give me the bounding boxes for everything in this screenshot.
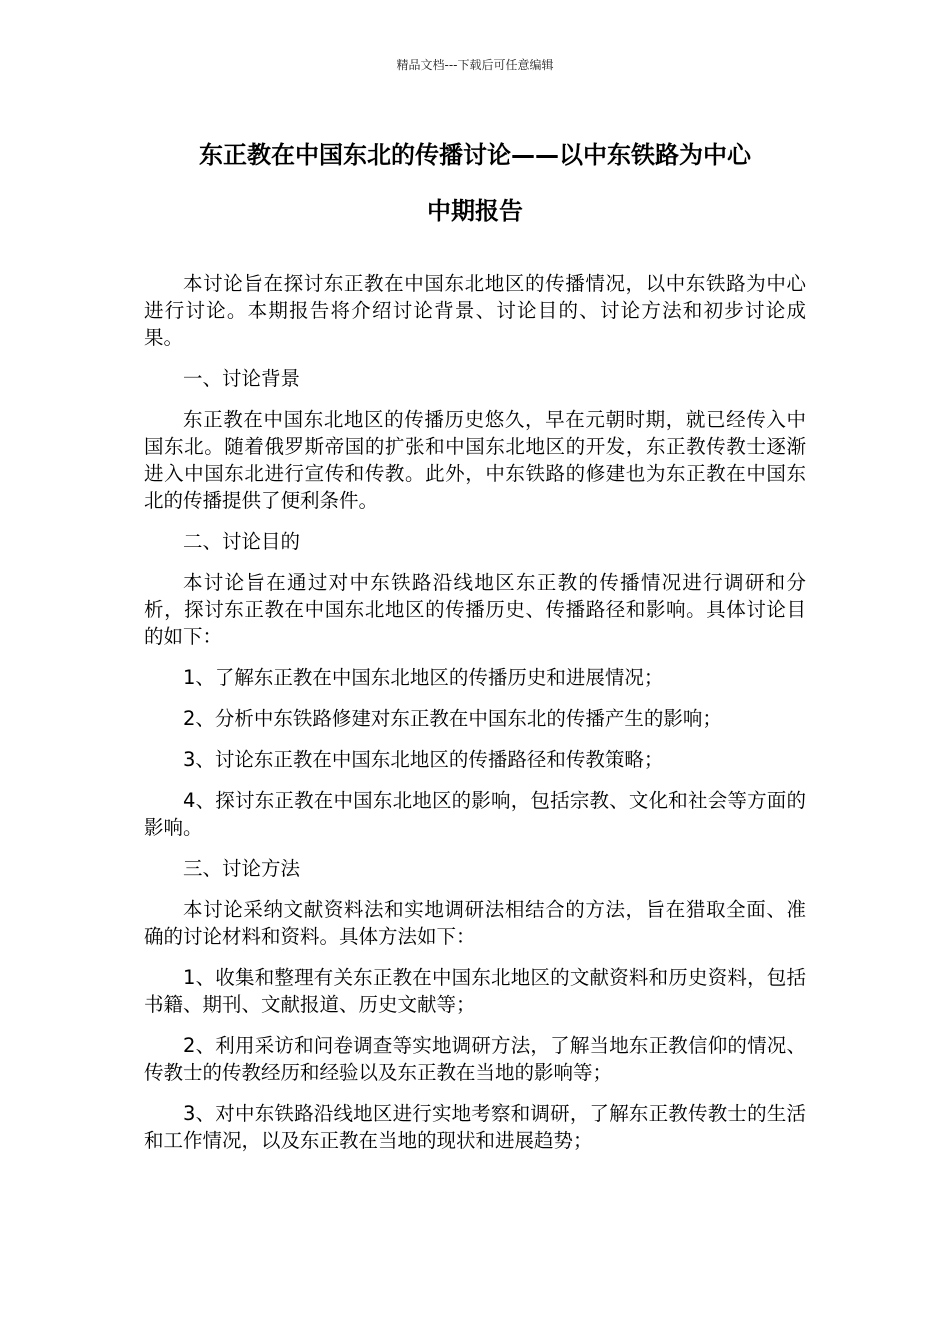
method-item-1: 1、收集和整理有关东正教在中国东北地区的文献资料和历史资料，包括书籍、期刊、文献报道、历史文献等； <box>144 966 806 1016</box>
method-item-3: 3、对中东铁路沿线地区进行实地考察和调研，了解东正教传教士的生活和工作情况，以及东正教在当地的现状和进展趋势； <box>144 1102 806 1152</box>
background-paragraph: 东正教在中国东北地区的传播历史悠久，早在元朝时期，就已经传入中国东北。随着俄罗斯帝国的扩张和中国东北地区的开发，东正教传教士逐渐进入中国东北进行宣传和传教。此外，中东铁路的修建也为东正教在中国东北的传播提供了便利条件。 <box>144 408 806 512</box>
purpose-item-1: 1、了解东正教在中国东北地区的传播历史和进展情况； <box>183 666 664 689</box>
purpose-item-4: 4、探讨东正教在中国东北地区的影响，包括宗教、文化和社会等方面的影响。 <box>144 789 806 839</box>
section-heading-background: 一、讨论背景 <box>183 367 301 390</box>
section-heading-purpose: 二、讨论目的 <box>183 530 301 553</box>
purpose-item-3: 3、讨论东正教在中国东北地区的传播路径和传教策略； <box>183 748 664 771</box>
purpose-item-2: 2、分析中东铁路修建对东正教在中国东北的传播产生的影响； <box>183 707 722 730</box>
purpose-paragraph: 本讨论旨在通过对中东铁路沿线地区东正教的传播情况进行调研和分析，探讨东正教在中国东北地区的传播历史、传播路径和影响。具体讨论目的如下： <box>144 571 806 648</box>
document-title-line-2: 中期报告 <box>427 197 523 225</box>
method-item-2: 2、利用采访和问卷调查等实地调研方法，了解当地东正教信仰的情况、传教士的传教经历和经验以及东正教在当地的影响等； <box>144 1034 806 1084</box>
page-header: 精品文档---下载后可任意编辑 <box>396 58 554 72</box>
method-paragraph: 本讨论采纳文献资料法和实地调研法相结合的方法，旨在猎取全面、准确的讨论材料和资料。具体方法如下： <box>144 898 806 948</box>
document-body <box>144 270 806 1168</box>
section-heading-method: 三、讨论方法 <box>183 857 301 880</box>
intro-paragraph: 本讨论旨在探讨东正教在中国东北地区的传播情况，以中东铁路为中心进行讨论。本期报告将介绍讨论背景、讨论目的、讨论方法和初步讨论成果。 <box>144 272 806 349</box>
document-title-line-1: 东正教在中国东北的传播讨论——以中东铁路为中心 <box>199 141 751 169</box>
